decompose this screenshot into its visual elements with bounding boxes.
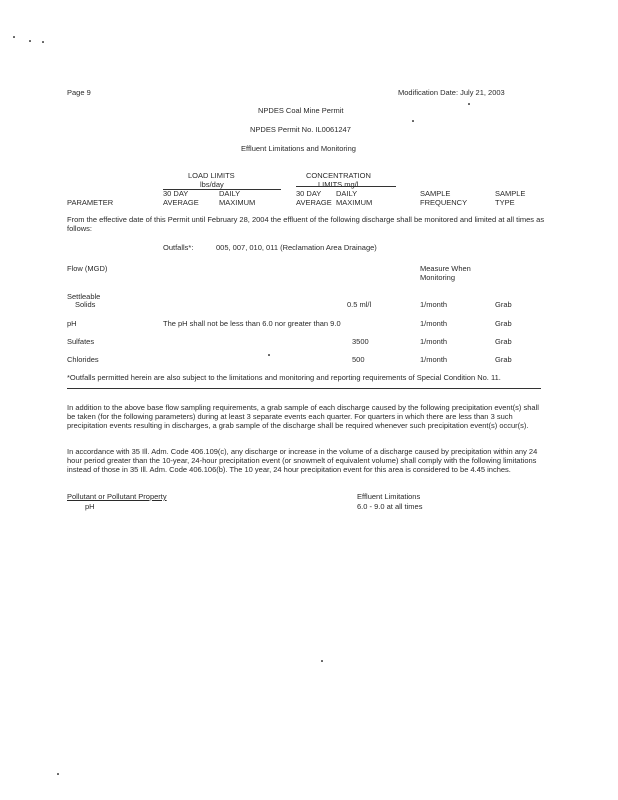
col-conc-30day: 30 DAY [296,189,322,198]
row-chlorides-freq: 1/month [420,355,448,364]
col-sample-type-2: TYPE [495,198,515,207]
outfalls-label: Outfalls*: [163,243,194,252]
row-sulfates-type: Grab [495,337,512,346]
permit-title: NPDES Coal Mine Permit [258,106,344,115]
col-load-daily-max: MAXIMUM [219,198,256,207]
section-divider [67,388,541,389]
effluent-limitations-value: 6.0 - 9.0 at all times [357,502,423,511]
outfalls-footnote: *Outfalls permitted herein are also subject to the limitations and monitoring and reporting requirements of Special Condition No. 11. [67,373,501,382]
row-flow-freq-2: Monitoring [420,273,456,282]
pollutant-value: pH [85,502,95,511]
page-number: Page 9 [67,88,91,97]
row-ph-param: pH [67,319,77,328]
row-ph-note: The pH shall not be less than 6.0 nor greater than 9.0 [163,319,341,328]
row-flow-freq: Measure When [420,264,471,273]
row-chlorides-daily-max: 500 [352,355,365,364]
scan-speck [321,660,323,662]
row-ph-type: Grab [495,319,512,328]
row-chlorides-param: Chlorides [67,355,99,364]
section-title: Effluent Limitations and Monitoring [241,144,356,153]
load-limits-header: LOAD LIMITS [188,171,235,180]
effluent-limitations-header: Effluent Limitations [357,492,421,501]
intro-paragraph: From the effective date of this Permit until February 28, 2004 the effluent of the following discharge shall be monitored and limited at all times as follows: [67,215,545,233]
concentration-rule [296,186,396,187]
row-settleable-daily-max: 0.5 ml/l [347,300,372,309]
row-settleable-param-2: Solids [75,300,96,309]
col-load-30day: 30 DAY [163,189,189,198]
scan-speck [57,773,59,775]
col-sample-frequency: SAMPLE [420,189,451,198]
row-sulfates-freq: 1/month [420,337,448,346]
col-conc-30day-avg: AVERAGE [296,198,332,207]
row-settleable-freq: 1/month [420,300,448,309]
scan-speck [42,41,44,43]
load-units: lbs/day [200,180,224,189]
concentration-units: LIMITS mg/l [318,180,359,189]
col-sample-type: SAMPLE [495,189,526,198]
precipitation-paragraph: In addition to the above base flow sampling requirements, a grab sample of each discharge caused by the following precipitation event(s) shall be taken (for the following parameters) during at least 3 separate events each quarter. For quarters in which there are less than 3 such precipitation events resulting in discharges, a grab sample of the discharge shall be required whenever such precipitation event(s) occur(s). [67,403,539,430]
pollutant-header: Pollutant or Pollutant Property [67,492,167,501]
scan-speck [412,120,414,122]
outfalls-value: 005, 007, 010, 011 (Reclamation Area Drainage) [216,243,377,252]
row-ph-freq: 1/month [420,319,448,328]
regulation-paragraph: In accordance with 35 Ill. Adm. Code 406.109(c), any discharge or increase in the volume of a discharge caused by precipitation within any 24 hour period greater than the 10-year, 24-hour precipitation event (or snowmelt of equivalent volume) shall comply with the following limitations instead of those in 35 Ill. Adm. Code 406.106(b). The 10 year, 24 hour precipitation event for this area is considered to be 4.45 inches. [67,447,538,474]
row-sulfates-param: Sulfates [67,337,95,346]
concentration-header: CONCENTRATION [306,171,371,180]
col-load-30day-avg: AVERAGE [163,198,199,207]
col-sample-frequency-2: FREQUENCY [420,198,468,207]
scan-speck [468,103,470,105]
scan-speck [29,40,31,42]
row-settleable-param: Settleable [67,292,101,301]
scan-speck [268,354,270,356]
permit-number: NPDES Permit No. IL0061247 [250,125,351,134]
modification-date: Modification Date: July 21, 2003 [398,88,505,97]
col-load-daily: DAILY [219,189,241,198]
scan-speck [13,36,15,38]
col-conc-daily: DAILY [336,189,358,198]
col-parameter: PARAMETER [67,198,114,207]
row-flow-param: Flow (MGD) [67,264,108,273]
row-chlorides-type: Grab [495,355,512,364]
row-sulfates-daily-max: 3500 [352,337,369,346]
col-conc-daily-max: MAXIMUM [336,198,373,207]
row-settleable-type: Grab [495,300,512,309]
